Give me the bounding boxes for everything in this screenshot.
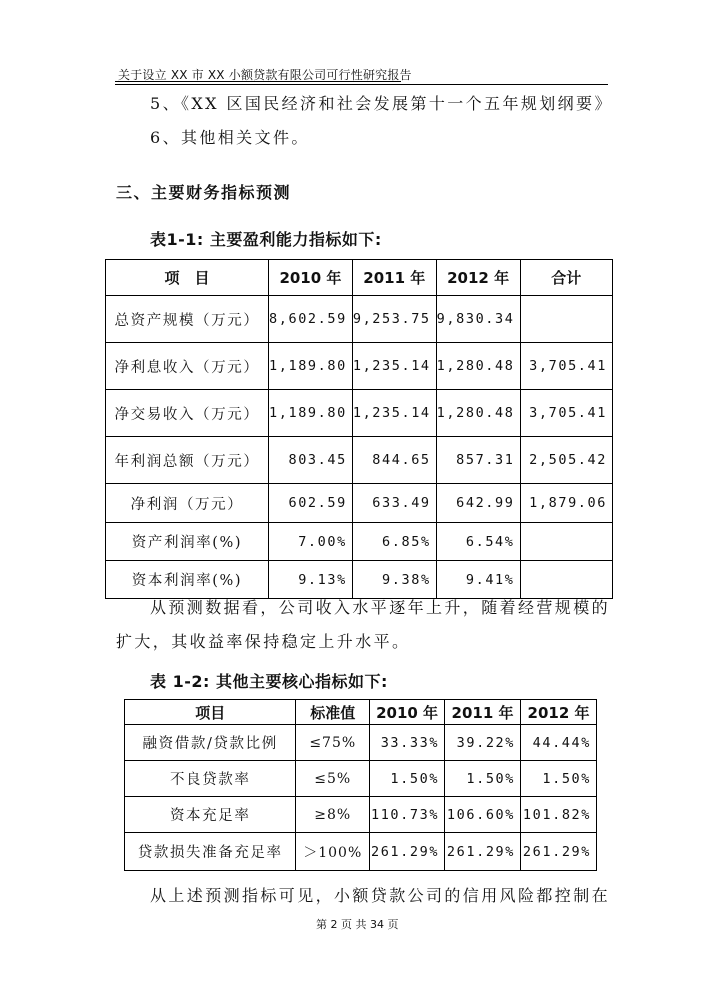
- core-indicators-table: [124, 699, 597, 871]
- table-cell: 1,189.80: [269, 343, 353, 390]
- table-header-cell: 2010 年: [269, 260, 353, 296]
- table-cell: 7.00%: [269, 523, 353, 561]
- table-cell: 3,705.41: [520, 343, 613, 390]
- table-header-cell: 项目: [125, 700, 296, 725]
- table-row: [106, 523, 613, 561]
- row-label: 净利息收入（万元）: [106, 343, 269, 390]
- table-cell: 261.29%: [445, 833, 521, 871]
- row-label: 净利润（万元）: [106, 484, 269, 523]
- table-cell: ≥8%: [296, 797, 370, 833]
- table-cell: [520, 296, 613, 343]
- list-item: 5、《XX 区国民经济和社会发展第十一个五年规划纲要》: [150, 94, 613, 113]
- table-cell: 1,235.14: [352, 343, 436, 390]
- table-row: [106, 296, 613, 343]
- table-cell: 602.59: [269, 484, 353, 523]
- table-cell: ＞100%: [296, 833, 370, 871]
- table-header-cell: 2011 年: [352, 260, 436, 296]
- table-cell: ≤75%: [296, 725, 370, 761]
- document-header: 关于设立 XX 市 XX 小额贷款有限公司可行性研究报告: [118, 68, 412, 82]
- table-cell: 39.22%: [445, 725, 521, 761]
- table-row: [125, 797, 597, 833]
- row-label: 总资产规模（万元）: [106, 296, 269, 343]
- table-row: [106, 484, 613, 523]
- table1-caption: 表1-1: 主要盈利能力指标如下:: [150, 230, 382, 249]
- table-row: [106, 343, 613, 390]
- table-cell: 9,830.34: [436, 296, 520, 343]
- table-header-cell: 2012 年: [436, 260, 520, 296]
- table-header-cell: 标准值: [296, 700, 370, 725]
- table-row: [125, 761, 597, 797]
- page-number: 第 2 页 共 34 页: [316, 918, 399, 931]
- table-cell: 44.44%: [521, 725, 597, 761]
- table-cell: 261.29%: [521, 833, 597, 871]
- row-label: 资产利润率(%): [106, 523, 269, 561]
- table-cell: 633.49: [352, 484, 436, 523]
- table-cell: 3,705.41: [520, 390, 613, 437]
- section-heading: 三、主要财务指标预测: [116, 183, 292, 202]
- table-cell: 6.54%: [436, 523, 520, 561]
- paragraph-line: 从预测数据看，公司收入水平逐年上升，随着经营规模的: [150, 598, 611, 617]
- table-cell: 1,280.48: [436, 390, 520, 437]
- table-cell: 1.50%: [445, 761, 521, 797]
- table-header-cell: 项 目: [106, 260, 269, 296]
- table-row: [125, 725, 597, 761]
- table-cell: 2,505.42: [520, 437, 613, 484]
- table-cell: 106.60%: [445, 797, 521, 833]
- row-label: 融资借款/贷款比例: [125, 725, 296, 761]
- table-cell: 9,253.75: [352, 296, 436, 343]
- table-cell: 6.85%: [352, 523, 436, 561]
- table-cell: 857.31: [436, 437, 520, 484]
- paragraph-line: 从上述预测指标可见，小额贷款公司的信用风险都控制在: [150, 886, 611, 905]
- table-cell: 9.13%: [269, 561, 353, 599]
- table-cell: 9.38%: [352, 561, 436, 599]
- table-header-cell: 2010 年: [370, 700, 445, 725]
- table-header-cell: 2012 年: [521, 700, 597, 725]
- row-label: 年利润总额（万元）: [106, 437, 269, 484]
- table-cell: 1,879.06: [520, 484, 613, 523]
- row-label: 资本充足率: [125, 797, 296, 833]
- table-row: [125, 833, 597, 871]
- table-cell: 261.29%: [370, 833, 445, 871]
- table-cell: 101.82%: [521, 797, 597, 833]
- list-item: 6、其他相关文件。: [150, 128, 310, 147]
- table-header-cell: 2011 年: [445, 700, 521, 725]
- table-cell: 110.73%: [370, 797, 445, 833]
- table-cell: 33.33%: [370, 725, 445, 761]
- header-underline: [115, 81, 401, 82]
- row-label: 不良贷款率: [125, 761, 296, 797]
- table-cell: 1.50%: [521, 761, 597, 797]
- table-cell: ≤5%: [296, 761, 370, 797]
- table-cell: 1,280.48: [436, 343, 520, 390]
- table-cell: 1,235.14: [352, 390, 436, 437]
- table-cell: [520, 523, 613, 561]
- table-row: [106, 437, 613, 484]
- table-cell: 844.65: [352, 437, 436, 484]
- table-cell: 803.45: [269, 437, 353, 484]
- row-label: 资本利润率(%): [106, 561, 269, 599]
- table-cell: [520, 561, 613, 599]
- table-cell: 8,602.59: [269, 296, 353, 343]
- table-cell: 642.99: [436, 484, 520, 523]
- table-cell: 1,189.80: [269, 390, 353, 437]
- table-header-cell: 合计: [520, 260, 613, 296]
- row-label: 净交易收入（万元）: [106, 390, 269, 437]
- table-cell: 9.41%: [436, 561, 520, 599]
- table2-caption: 表 1-2: 其他主要核心指标如下:: [150, 672, 388, 691]
- table-cell: 1.50%: [370, 761, 445, 797]
- row-label: 贷款损失准备充足率: [125, 833, 296, 871]
- table-row: [106, 390, 613, 437]
- table-row: [106, 561, 613, 599]
- header-rule: [115, 84, 608, 85]
- profitability-table: [105, 259, 613, 599]
- paragraph-line: 扩大，其收益率保持稳定上升水平。: [116, 632, 411, 651]
